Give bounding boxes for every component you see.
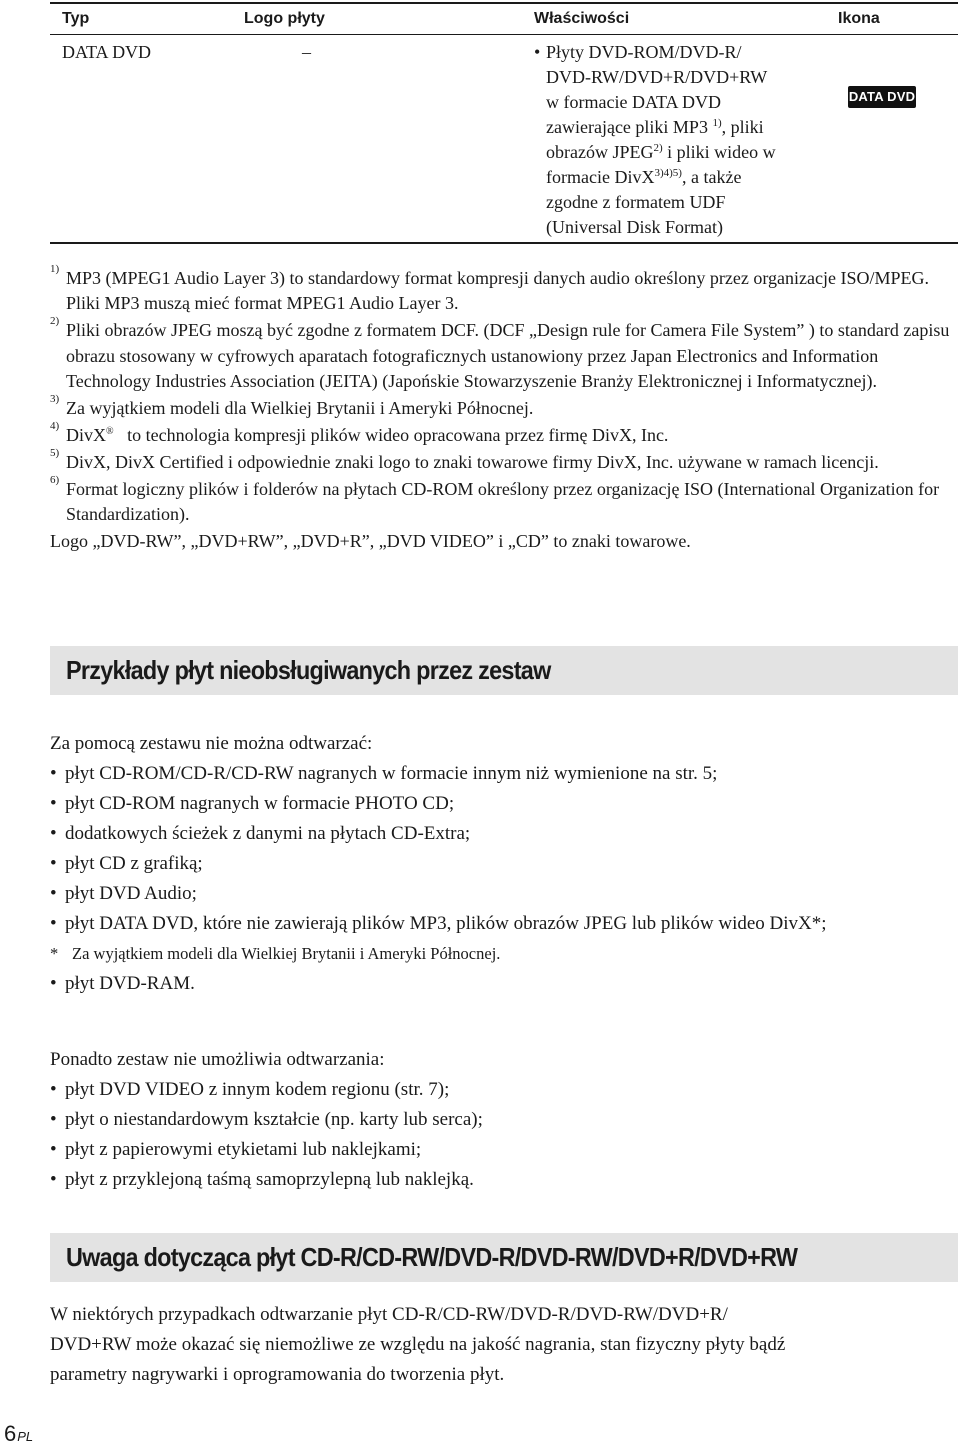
footnote-mark: 1) bbox=[50, 263, 60, 275]
list-item bbox=[50, 789, 955, 819]
footnote bbox=[50, 393, 955, 421]
bullet: • bbox=[50, 1109, 57, 1130]
header-properties: Właściwości bbox=[534, 10, 630, 27]
paragraph-line: W niektórych przypadkach odtwarzanie płyt CD-R/CD-RW/DVD-R/DVD-RW/DVD+R/ bbox=[50, 1304, 728, 1325]
list-item-text: dodatkowych ścieżek z danymi na płytach CD-Extra; bbox=[65, 823, 471, 844]
bullet: • bbox=[50, 1139, 57, 1160]
list-item-text: płyt DVD VIDEO z innym kodem regionu (str. 7); bbox=[65, 1079, 450, 1100]
prop-line bbox=[546, 165, 834, 190]
section-title: Przykłady płyt nieobsługiwanych przez zestaw bbox=[66, 655, 551, 685]
cell-logo: – bbox=[302, 42, 311, 62]
section-heading bbox=[50, 1233, 958, 1282]
footnote-mark: 2) bbox=[50, 315, 60, 328]
footnote-text: to technologia kompresji plików wideo opracowana przez firmę DivX, Inc. bbox=[113, 424, 669, 445]
footnote-text: DivX bbox=[66, 424, 106, 445]
trademark-line: Logo „DVD-RW”, „DVD+RW”, „DVD+R”, „DVD VIDEO” i „CD” to znaki towarowe. bbox=[50, 531, 691, 552]
footnote bbox=[50, 263, 955, 317]
recording-note bbox=[50, 1300, 955, 1390]
list-item bbox=[50, 819, 955, 849]
cell-typ: DATA DVD bbox=[62, 42, 152, 62]
bullet: • bbox=[50, 913, 57, 934]
page-number-value: 6 bbox=[4, 1421, 17, 1446]
bullet: • bbox=[50, 973, 57, 994]
bullet: • bbox=[50, 763, 57, 784]
list-item bbox=[50, 969, 955, 999]
bullet: • bbox=[50, 853, 57, 874]
list-item-text: płyt o niestandardowym kształcie (np. karty lub serca); bbox=[65, 1109, 483, 1130]
footnote-ref: 3)4)5) bbox=[654, 167, 682, 179]
list-item bbox=[50, 1075, 955, 1105]
bullet: • bbox=[50, 1079, 57, 1100]
list-item-text: płyt DATA DVD, które nie zawierają plików MP3, plików obrazów JPEG lub plików wideo DivX*; bbox=[65, 913, 827, 934]
data-dvd-icon: DATA DVD bbox=[848, 86, 916, 108]
page-number bbox=[4, 1421, 33, 1447]
footnote-mark: 6) bbox=[50, 473, 60, 486]
list-item bbox=[50, 909, 955, 939]
footnote-mark: 4) bbox=[50, 419, 60, 432]
footnote bbox=[50, 446, 955, 475]
table-header-row bbox=[50, 2, 958, 35]
list-item-text: płyt CD z grafiką; bbox=[65, 853, 203, 874]
header-logo: Logo płyty bbox=[244, 10, 325, 27]
list-intro: Ponadto zestaw nie umożliwia odtwarzania: bbox=[50, 1049, 385, 1070]
list-intro: Za pomocą zestawu nie można odtwarzać: bbox=[50, 733, 373, 754]
footnote-ref: 1) bbox=[712, 117, 722, 129]
cell-properties bbox=[534, 40, 834, 240]
bullet: • bbox=[534, 42, 541, 62]
prop-text: , pliki bbox=[721, 117, 764, 137]
list-item-text: płyt CD-ROM nagranych w formacie PHOTO CD; bbox=[65, 793, 455, 814]
prop-line: zgodne z formatem UDF bbox=[546, 192, 726, 212]
footnote-text: MP3 (MPEG1 Audio Layer 3) to standardowy format kompresji danych audio określony przez organizacje ISO/MPEG. Pliki MP3 muszą mieć format MPEG1 Audio Layer 3. bbox=[66, 268, 929, 314]
asterisk: * bbox=[50, 944, 59, 963]
section-heading bbox=[50, 646, 958, 695]
prop-line: w formacie DATA DVD bbox=[546, 92, 722, 112]
list-item bbox=[50, 1165, 955, 1195]
prop-line: (Universal Disk Format) bbox=[546, 217, 723, 237]
list-item bbox=[50, 879, 955, 909]
asterisk-note-text: Za wyjątkiem modeli dla Wielkiej Brytanii i Ameryki Północnej. bbox=[72, 944, 501, 963]
bullet: • bbox=[50, 883, 57, 904]
list-item-text: płyt DVD-RAM. bbox=[65, 973, 195, 994]
table-row bbox=[50, 35, 958, 244]
registered-mark: ® bbox=[106, 425, 114, 437]
footnotes bbox=[50, 263, 955, 554]
header-icon: Ikona bbox=[838, 10, 880, 27]
list-item bbox=[50, 849, 955, 879]
asterisk-note bbox=[50, 939, 955, 969]
bullet: • bbox=[50, 823, 57, 844]
prop-text: obrazów JPEG bbox=[546, 142, 654, 162]
list-item bbox=[50, 1105, 955, 1135]
prop-line: Płyty DVD-ROM/DVD-R/ bbox=[546, 42, 742, 62]
section-title: Uwaga dotycząca płyt CD-R/CD-RW/DVD-R/DVD-RW/DVD+R/DVD+RW bbox=[66, 1242, 798, 1272]
footnote bbox=[50, 473, 955, 528]
footnote bbox=[50, 419, 955, 448]
footnote-text: Format logiczny plików i folderów na płytach CD-ROM określony przez organizację ISO (International Organization for Standardization). bbox=[66, 478, 940, 525]
list-item bbox=[50, 1135, 955, 1165]
prop-text: i pliki wideo w bbox=[662, 142, 776, 162]
footnote-text: Pliki obrazów JPEG moszą być zgodne z formatem DCF. (DCF „Design rule for Camera File System” ) to standard zapisu obrazu stosowany w cyfrowych aparatach fotograficznych ustanowiony przez Japan Electronics and Information Technology Industries Association (JEITA) (Japońskie Stowarzyszenie Branży Elektronicznej i Informatycznej). bbox=[66, 320, 950, 392]
footnote-mark: 3) bbox=[50, 393, 60, 406]
footnote-mark: 5) bbox=[50, 446, 60, 459]
prop-text: , a także bbox=[681, 167, 742, 187]
footnote-text: Za wyjątkiem modeli dla Wielkiej Brytanii i Ameryki Północnej. bbox=[66, 398, 534, 419]
paragraph-line: parametry nagrywarki i oprogramowania do tworzenia płyt. bbox=[50, 1364, 505, 1385]
list-item-text: płyt z przyklejoną taśmą samoprzylepną lub naklejką. bbox=[65, 1169, 474, 1190]
page-language: PL bbox=[17, 1429, 34, 1444]
prop-text: zawierające pliki MP3 bbox=[546, 117, 713, 137]
unsupported-playback-list bbox=[50, 1045, 955, 1195]
properties-text bbox=[546, 40, 834, 240]
prop-line bbox=[546, 140, 834, 165]
paragraph-line: DVD+RW może okazać się niemożliwe ze względu na jakość nagrania, stan fizyczny płyty bądź bbox=[50, 1334, 786, 1355]
bullet: • bbox=[50, 1169, 57, 1190]
prop-line bbox=[546, 115, 834, 140]
footnote-text: DivX, DivX Certified i odpowiednie znaki logo to znaki towarowe firmy DivX, Inc. używane w ramach licencji. bbox=[66, 451, 879, 472]
list-item bbox=[50, 759, 955, 789]
footnote bbox=[50, 315, 955, 394]
unsupported-discs-list bbox=[50, 729, 955, 999]
prop-line: DVD-RW/DVD+R/DVD+RW bbox=[546, 67, 768, 87]
prop-text: formacie DivX bbox=[546, 167, 655, 187]
list-item-text: płyt CD-ROM/CD-R/CD-RW nagranych w formacie innym niż wymienione na str. 5; bbox=[65, 763, 718, 784]
list-item-text: płyt DVD Audio; bbox=[65, 883, 197, 904]
footnote-ref: 2) bbox=[653, 142, 663, 154]
bullet: • bbox=[50, 793, 57, 814]
header-typ: Typ bbox=[62, 10, 90, 27]
disc-type-table bbox=[50, 2, 958, 244]
list-item-text: płyt z papierowymi etykietami lub naklejkami; bbox=[65, 1139, 422, 1160]
